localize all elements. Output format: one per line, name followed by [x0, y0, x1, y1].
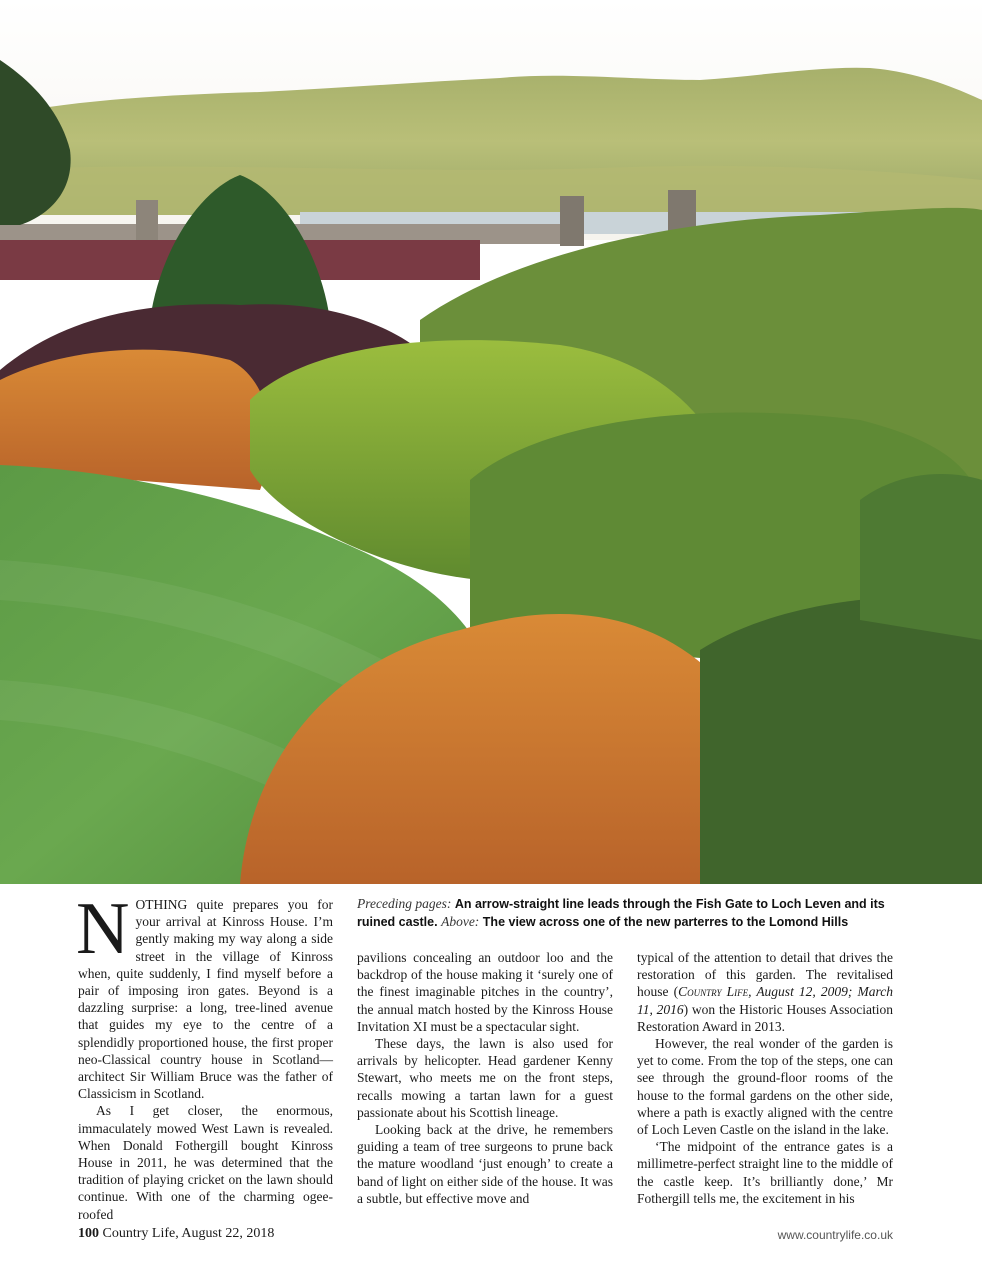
caption-preceding-label: Preceding pages: — [357, 896, 452, 911]
article-column-3 — [637, 949, 893, 1207]
photo-caption — [357, 895, 897, 931]
caption-above-text: The view across one of the new parterres to the Lomond Hills — [482, 915, 849, 929]
article-paragraph: However, the real wonder of the garden is yet to come. From the top of the steps, one can see through the ground-floor rooms of the house to the formal gardens on the other side, where a path is exactly aligned with the centre of Loch Leven Castle on the island in the lake. — [637, 1036, 893, 1138]
drop-cap: N — [76, 888, 130, 970]
page-number: 100 — [78, 1226, 99, 1241]
article-text: ) won the Historic Houses Association Restoration Award in 2013. — [637, 1001, 893, 1034]
article-text: typical of the attention to detail that drives the restoration of this garden. The revitalised house ( — [637, 950, 893, 1000]
caption-preceding-text: An arrow-straight line leads through the Fish Gate to Loch Leven and its ruined castle. — [357, 897, 885, 929]
caption-above-label: Above: — [441, 914, 480, 929]
article-column-1 — [76, 888, 333, 1223]
article-paragraph: Looking back at the drive, he remembers guiding a team of tree surgeons to prune back the mature woodland ‘just enough’ to create a band of light on either side of the house. It was a subtle, but effective move and — [357, 1122, 613, 1206]
article-column-2 — [357, 949, 613, 1207]
article-paragraph: pavilions concealing an outdoor loo and the backdrop of the house making it ‘surely one of the finest imaginable pitches in the country’, the annual match hosted by the Kinross House Invitation XI must be a spectacular sight. — [357, 950, 613, 1034]
magazine-reference: Country Life — [678, 984, 749, 1000]
article-paragraph: These days, the lawn is also used for arrivals by helicopter. Head gardener Kenny Stewart, who meets me on the front steps, recalls mowing a tartan lawn for a guest passionate about his Scottish lineage. — [357, 1036, 613, 1120]
article-paragraph: ‘The midpoint of the entrance gates is a millimetre-perfect straight line to the middle of the castle keep. It’s brilliantly done,’ Mr Fothergill tells me, the excitement in his — [637, 1139, 893, 1206]
page-footer — [78, 1226, 274, 1242]
article-text: OTHING quite prepares you for your arrival at Kinross House. I’m gently making my way along a side street in the village of Kinross when, quite suddenly, I find myself before a pair of imposing iron gates. Beyond is a dazzling surprise: a long, tree-lined avenue that guides my eye to the centre of a splendidly proportioned house, the first proper neo-Classical country house in Scotland—architect Sir William Bruce was the father of Classicism in Scotland. — [78, 897, 333, 1102]
reference-dates: , August 12, 2009; March 11, 2016 — [637, 984, 893, 1017]
website-link[interactable]: www.countrylife.co.uk — [777, 1228, 893, 1242]
article-paragraph — [76, 888, 333, 1102]
publication-line: Country Life, August 22, 2018 — [102, 1226, 275, 1241]
article-paragraph: As I get closer, the enormous, immaculately mowed West Lawn is revealed. When Donald Fothergill bought Kinross House in 2011, he was determined that the tradition of playing cricket on the lawn should continue. With one of the charming ogee-roofed — [78, 1103, 333, 1222]
article-paragraph — [637, 949, 893, 1035]
